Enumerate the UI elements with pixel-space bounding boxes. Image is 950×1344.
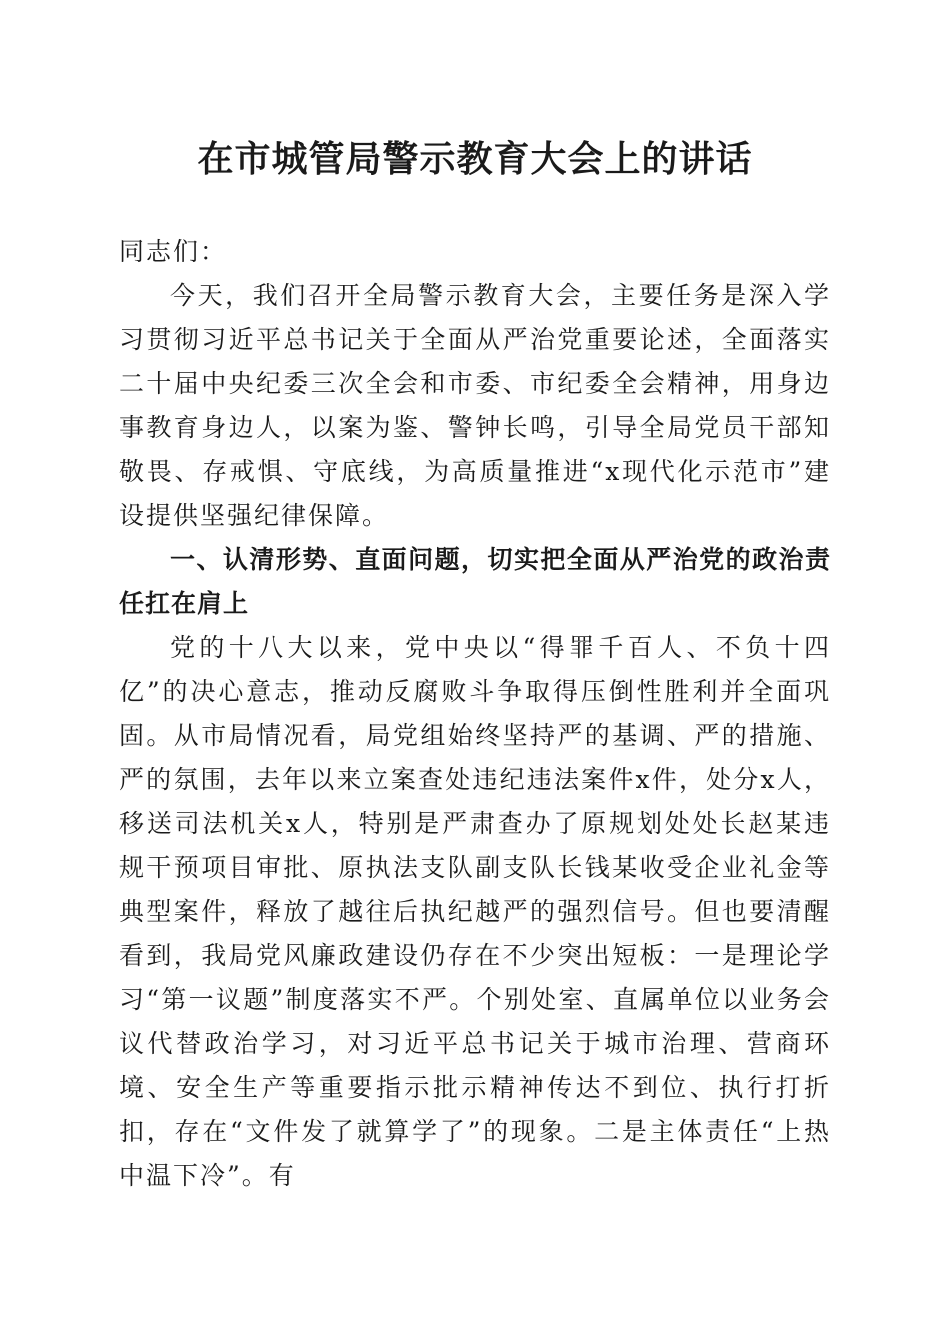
- paragraph-opening: 今天，我们召开全局警示教育大会，主要任务是深入学习贯彻习近平总书记关于全面从严治党重要论述，全面落实二十届中央纪委三次全会和市委、市纪委全会精神，用身边事教育身边人，以案为鉴、警钟长鸣，引导全局党员干部知敬畏、存戒惧、守底线，为高质量推进“x现代化示范市”建设提供坚强纪律保障。: [119, 281, 831, 530]
- section-heading-1: 一、认清形势、直面问题，切实把全面从严治党的政治责任扛在肩上: [119, 545, 831, 618]
- paragraph-situation: 党的十八大以来，党中央以“得罪千百人、不负十四亿”的决心意志，推动反腐败斗争取得压倒性胜利并全面巩固。从市局情况看，局党组始终坚持严的基调、严的措施、严的氛围，去年以来立案查处违纪违法案件x件，处分x人，移送司法机关x人，特别是严肃查办了原规划处处长赵某违规干预项目审批、原执法支队副支队长钱某收受企业礼金等典型案件，释放了越往后执纪越严的强烈信号。但也要清醒看到，我局党风廉政建设仍存在不少突出短板：一是理论学习“第一议题”制度落实不严。个别处室、直属单位以业务会议代替政治学习，对习近平总书记关于城市治理、营商环境、安全生产等重要指示批示精神传达不到位、执行打折扣，存在“文件发了就算学了”的现象。二是主体责任“上热中温下冷”。有: [119, 633, 831, 1190]
- salutation: 同志们：: [119, 237, 228, 266]
- document-title: 在市城管局警示教育大会上的讲话: [197, 138, 753, 180]
- document-body: [119, 230, 831, 1198]
